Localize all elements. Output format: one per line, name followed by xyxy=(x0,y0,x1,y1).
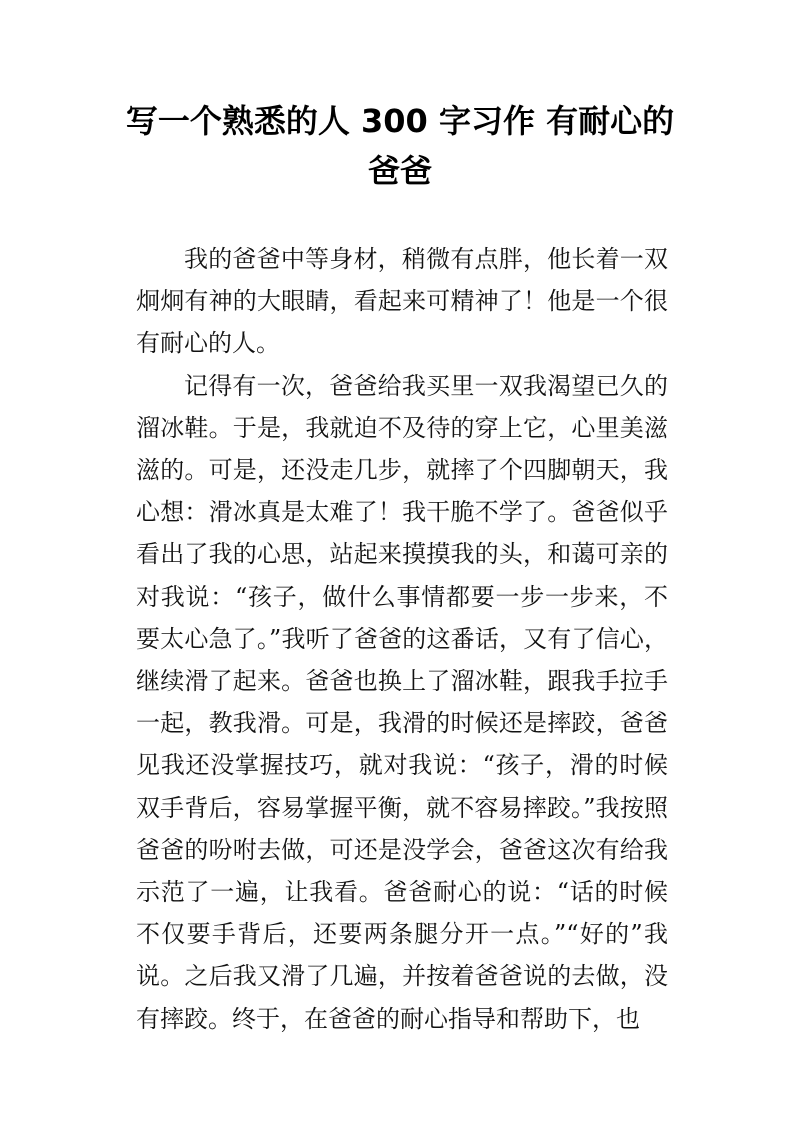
paragraph-2: 记得有一次，爸爸给我买里一双我渴望已久的溜冰鞋。于是，我就迫不及待的穿上它，心里美滋滋的。可是，还没走几步，就摔了个四脚朝天，我心想：滑冰真是太难了！我干脆不学了。爸爸似乎看出了我的心思，站起来摸摸我的头，和蔼可亲的对我说：“孩子，做什么事情都要一步一步来，不要太心急了。”我听了爸爸的这番话，又有了信心，继续滑了起来。爸爸也换上了溜冰鞋，跟我手拉手一起，教我滑。可是，我滑的时候还是摔跤，爸爸见我还没掌握技巧，就对我说：“孩子，滑的时候双手背后，容易掌握平衡，就不容易摔跤。”我按照爸爸的吩咐去做，可还是没学会，爸爸这次有给我示范了一遍，让我看。爸爸耐心的说：“话的时候不仅要手背后，还要两条腿分开一点。”“好的”我说。之后我又滑了几遍，并按着爸爸说的去做，没有摔跤。终于，在爸爸的耐心指导和帮助下，也 xyxy=(136,371,668,1033)
document-title xyxy=(80,96,720,196)
document-body xyxy=(136,238,668,1040)
title-line-1: 写一个熟悉的人 300 字习作 有耐心的 xyxy=(125,102,675,140)
title-line-2: 爸爸 xyxy=(367,152,432,190)
paragraph-1: 我的爸爸中等身材，稍微有点胖，他长着一双炯炯有神的大眼睛，看起来可精神了！他是一个很有耐心的人。 xyxy=(136,245,668,358)
